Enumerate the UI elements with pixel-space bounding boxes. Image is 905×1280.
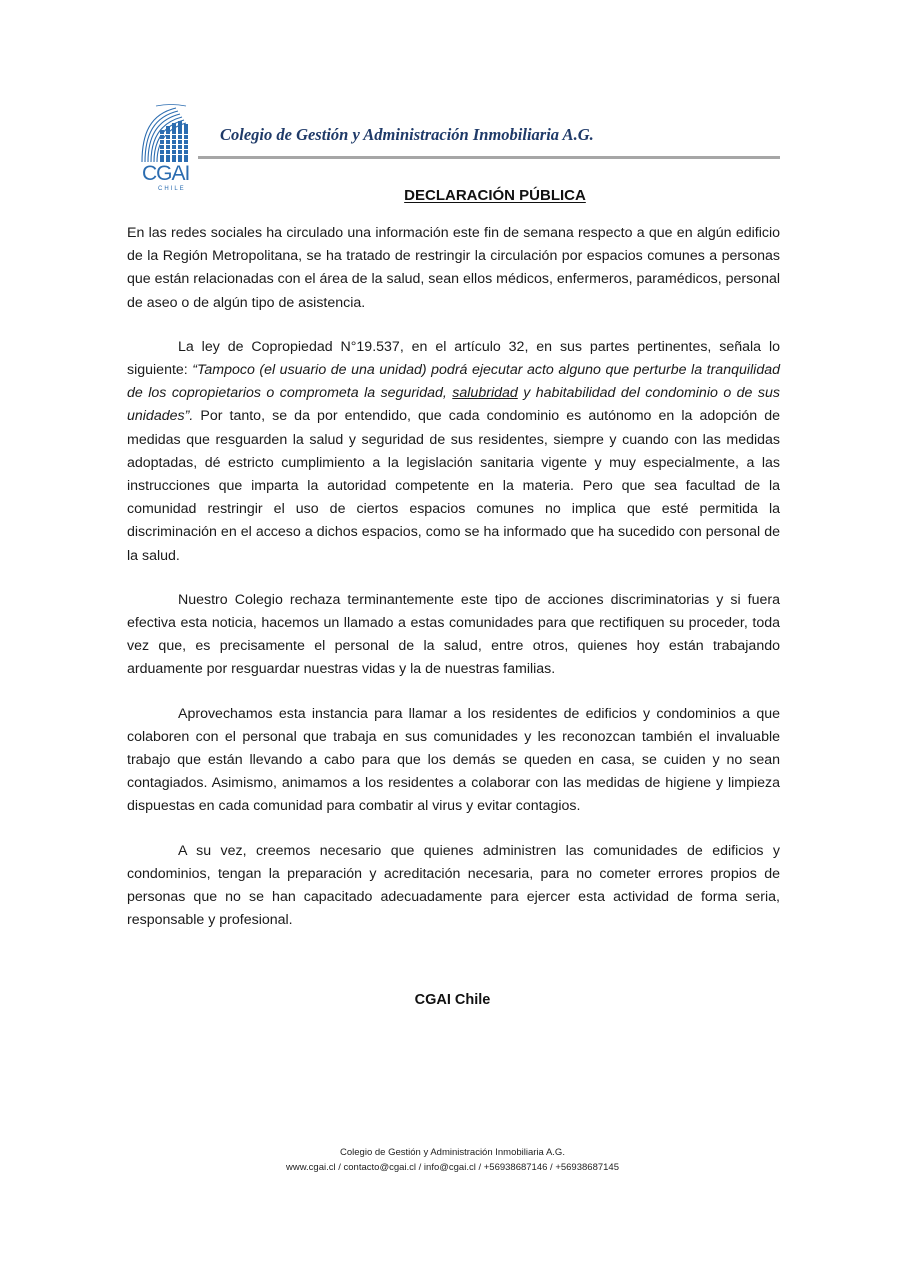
letterhead — [0, 0, 905, 200]
footer — [0, 1145, 905, 1175]
law-quote-underlined-word: salubridad — [452, 385, 518, 402]
header-divider — [198, 156, 780, 159]
paragraph-2-intro: La ley de Copropiedad N°19.537, en el artículo 32, en sus partes pertinentes, señala lo siguiente: — [127, 338, 780, 379]
law-quote-part-b: y habitabilidad del condominio o de sus unidades”. — [127, 385, 780, 425]
document-title: DECLARACIÓN PÚBLICA — [404, 187, 586, 204]
paragraph-5: A su vez, creemos necesario que quienes administren las comunidades de edificios y condominios, tengan la preparación y acreditación necesaria, para no cometer errores propios de personas que no se han capacitado adecuadamente para ejercer esta actividad de forma seria, responsable y profesional. — [127, 842, 780, 929]
building-logo-icon — [136, 104, 194, 166]
cgai-logo — [128, 104, 208, 196]
organization-name: Colegio de Gestión y Administración Inmobiliaria A.G. — [220, 125, 594, 144]
paragraph-4: Aprovechamos esta instancia para llamar a los residentes de edificios y condominios a que colaboren con el personal que trabaja en sus comunidades y les reconozcan también el invaluable trabajo que están llevando a cabo para que los demás se queden en casa, se cuiden y no sean contagiados. Asimismo, animamos a los residentes a colaborar con las medidas de higiene y limpieza dispuestas en cada comunidad para combatir al virus y evitar contagios. — [127, 705, 780, 815]
footer-org-name: Colegio de Gestión y Administración Inmobiliaria A.G. — [340, 1147, 565, 1158]
logo-text: CGAI — [142, 162, 190, 185]
paragraph-3: Nuestro Colegio rechaza terminantemente este tipo de acciones discriminatorias y si fuera efectiva esta noticia, hacemos un llamado a estas comunidades para que rectifiquen su proceder, toda vez que, es precisamente el personal de la salud, entre otros, quienes hoy están trabajando arduamente por resguardar nuestras vidas y la de nuestras familias. — [127, 591, 780, 678]
logo-subtext: CHILE — [158, 186, 186, 192]
paragraph-1: En las redes sociales ha circulado una información este fin de semana respecto a que en algún edificio de la Región Metropolitana, se ha tratado de restringir la circulación por espacios comunes a personas que están relacionadas con el área de la salud, sean ellos médicos, enfermeros, paramédicos, personal de aseo o de algún tipo de asistencia. — [127, 225, 781, 311]
paragraph-2 — [127, 336, 780, 568]
law-quote-part-a: “Tampoco (el usuario de una unidad) podrá ejecutar acto alguno que perturbe la tranquilidad de los copropietarios o comprometa la seguridad, — [127, 362, 780, 402]
signature: CGAI Chile — [414, 992, 491, 1008]
document-body — [127, 222, 780, 953]
footer-contact-info: www.cgai.cl / contacto@cgai.cl / info@cgai.cl / +56938687146 / +56938687145 — [285, 1162, 619, 1173]
paragraph-2-rest: Por tanto, se da por entendido, que cada condominio es autónomo en la adopción de medidas que resguarden la salud y seguridad de sus residentes, siempre y cuando con las medidas adoptadas, dé estricto cumplimiento a la legislación sanitaria vigente y muy especialmente, a las instrucciones que imparta la autoridad competente en la materia. Pero que sea facultad de la comunidad restringir el uso de ciertos espacios comunes no implica que esté permitida la discriminación en el acceso a dichos espacios, como se ha informado que ha sucedido con personal de la salud. — [127, 408, 780, 564]
